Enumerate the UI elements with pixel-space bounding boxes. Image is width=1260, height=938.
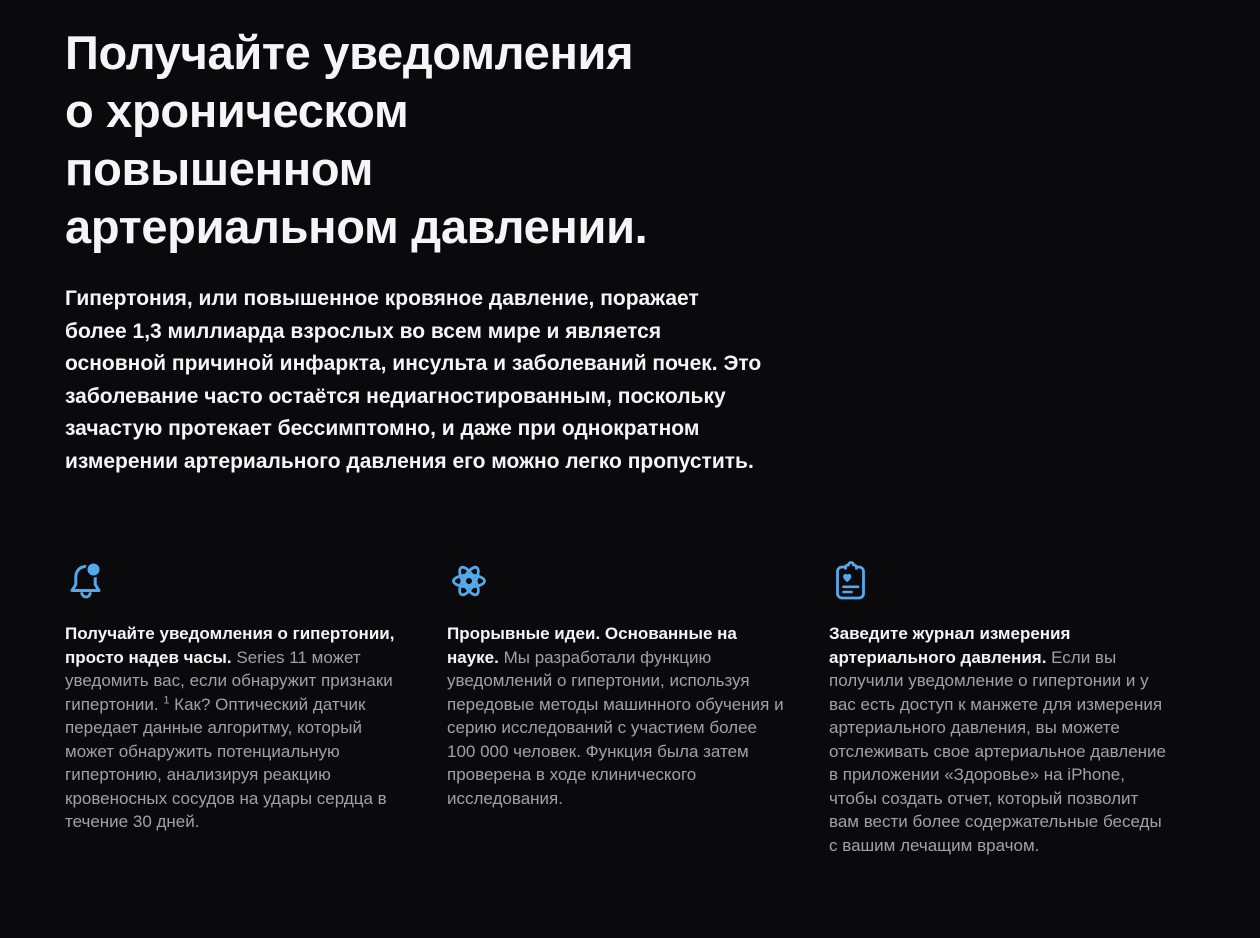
feature-lead: Получайте уведомления о гипертонии, просто надев часы. <box>65 624 395 667</box>
intro-paragraph: Гипертония, или повышенное кровяное давление, поражает более 1,3 миллиарда взрослых во всем мире и является основной причиной инфаркта, инсульта и заболеваний почек. Это заболевание часто остаётся недиагностированным, поскольку зачастую протекает бессимптомно, и даже при однократном измерении артериального давления его можно легко пропустить. <box>65 287 762 473</box>
feature-lead: Заведите журнал измерения артериального давления. <box>829 624 1071 667</box>
page-title-line: о хроническом <box>65 84 409 137</box>
feature-body: Мы разработали функцию уведомлений о гипертонии, используя передовые методы машинного обучения и серию исследований с участием более 100 000 человек. Функция была затем проверена в ходе клинического исследования. <box>447 647 784 808</box>
page-title <box>65 24 1200 256</box>
feature-body: Как? Оптический датчик передает данные алгоритму, который может обнаружить потенциальную гипертонию, анализируя реакцию кровеносных сосудов на удары сердца в течение 30 дней. <box>65 694 387 831</box>
feature-body: Series 11 может уведомить вас, если обнаружит признаки гипертонии. <box>65 647 393 714</box>
clipboard-heart-icon <box>829 560 1169 604</box>
page-title-line: повышенном <box>65 142 374 195</box>
feature-science <box>447 560 787 857</box>
features-row <box>65 560 1200 857</box>
bell-badge-icon <box>65 560 405 604</box>
page-title-line: Получайте уведомления <box>65 26 634 79</box>
footnote-marker[interactable]: 1 <box>163 693 170 706</box>
feature-body: Если вы получили уведомление о гипертонии и у вас есть доступ к манжете для измерения артериального давления, вы можете отслеживать свое артериальное давление в приложении «Здоровье» на iPhone, чтобы создать отчет, который позволит вам вести более содержательные беседы с вашим лечащим врачом. <box>829 647 1167 855</box>
feature-blood-pressure-log <box>829 560 1169 857</box>
feature-text <box>65 622 405 834</box>
feature-watch-notifications <box>65 560 405 857</box>
atom-icon <box>447 560 787 604</box>
feature-text <box>447 622 787 810</box>
feature-lead: Прорывные идеи. Основанные на науке. <box>447 624 737 667</box>
feature-text <box>829 622 1169 857</box>
page-title-line: артериальном давлении. <box>65 200 648 253</box>
